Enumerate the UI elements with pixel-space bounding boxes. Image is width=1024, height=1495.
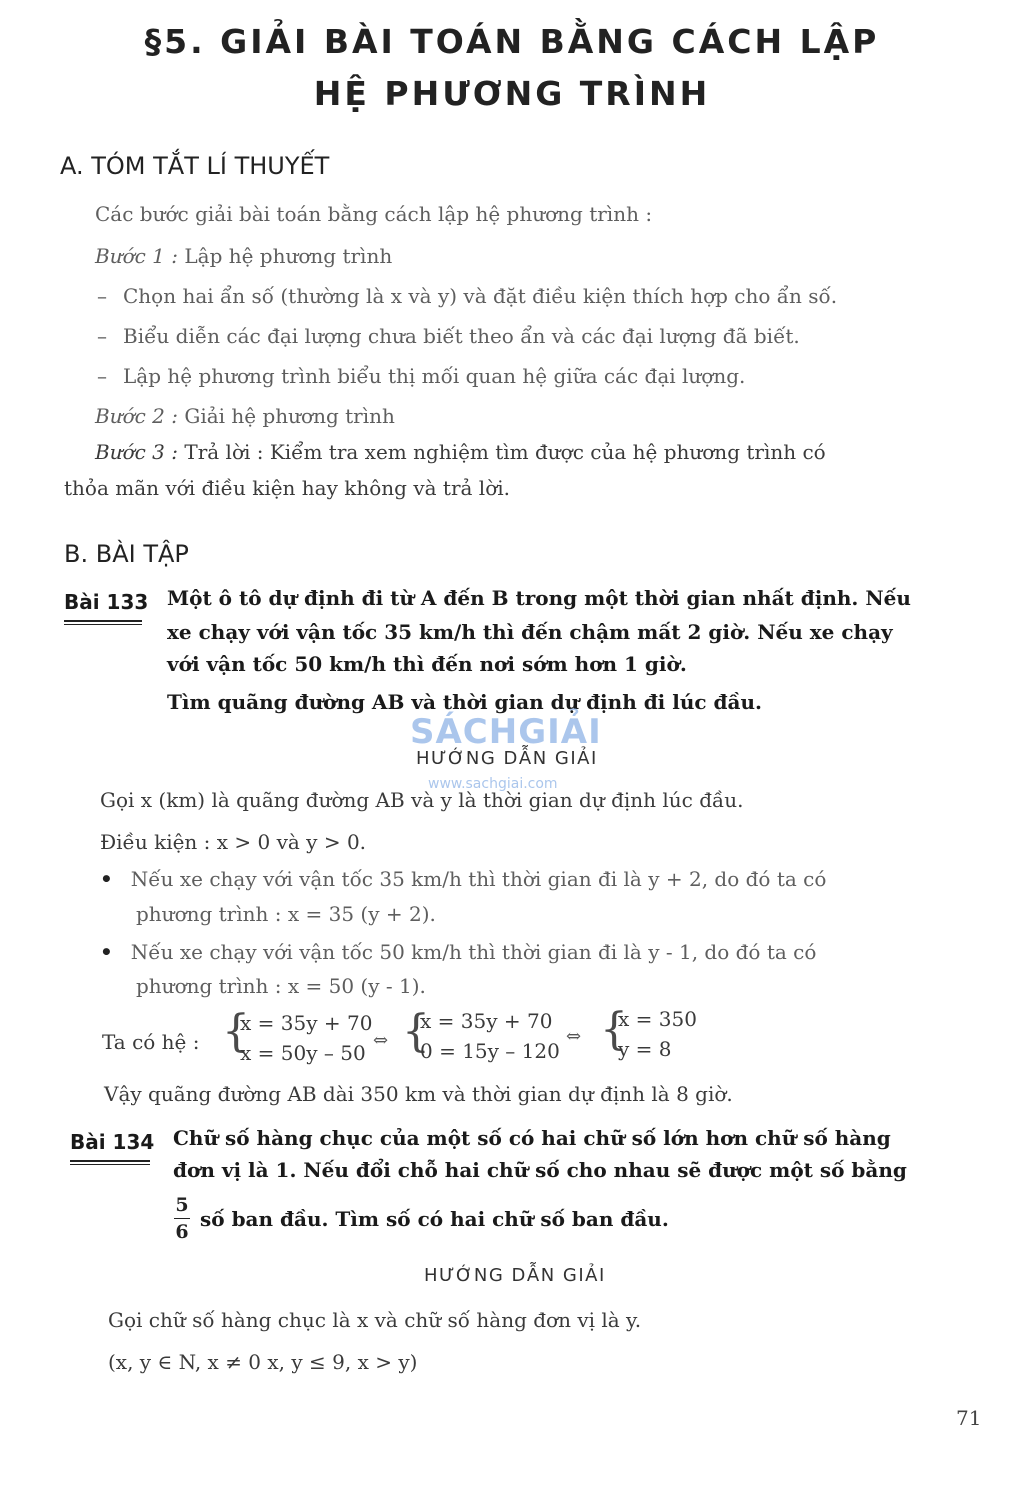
system-1-brace: { [222,1006,250,1057]
exercise-133-line: xe chạy với vận tốc 35 km/h thì đến chậm mất 2 giờ. Nếu xe chạy [167,620,893,644]
exercise-134-underline [70,1160,150,1165]
exercise-133-line: Tìm quãng đường AB và thời gian dự định đi lúc đầu. [167,690,762,714]
step-3-label: Bước 3 : [95,440,178,464]
system-2-eq-2: 0 = 15y – 120 [420,1039,560,1063]
fraction-five-sixths [170,1194,194,1243]
step-1-label: Bước 1 : [95,244,178,268]
fraction-denominator: 6 [175,1221,189,1243]
bullet-text: Nếu xe chạy với vận tốc 35 km/h thì thời gian đi là y + 2, do đó ta có [130,867,827,891]
step-1-text: Lập hệ phương trình [184,244,393,268]
exercise-134-label: Bài 134 [70,1130,155,1154]
solution-133-line-2: Điều kiện : x > 0 và y > 0. [100,830,367,854]
dash-item: – Biểu diễn các đại lượng chưa biết theo ẩn và các đại lượng đã biết. [97,324,800,348]
exercise-134-line-1: Chữ số hàng chục của một số có hai chữ số lớn hơn chữ số hàng [173,1126,891,1150]
system-3-eq-2: y = 8 [618,1037,672,1061]
page-title-line-2: HỆ PHƯƠNG TRÌNH [313,74,711,113]
solution-133-bullet-2: • Nếu xe chạy với vận tốc 50 km/h thì thời gian đi là y - 1, do đó ta có [100,940,817,964]
exercise-133-line: với vận tốc 50 km/h thì đến nơi sớm hơn 1 giờ. [167,652,687,676]
solution-133-bullet-1-cont: phương trình : x = 35 (y + 2). [136,902,436,926]
exercise-134-guide-heading: HƯỚNG DẪN GIẢI [424,1265,606,1286]
system-3-eq-1: x = 350 [618,1007,697,1031]
bullet-text: Nếu xe chạy với vận tốc 50 km/h thì thời gian đi là y - 1, do đó ta có [130,940,817,964]
solution-133-line-1: Gọi x (km) là quãng đường AB và y là thời gian dự định lúc đầu. [100,788,744,812]
system-1-eq-1: x = 35y + 70 [240,1011,373,1035]
system-label: Ta có hệ : [102,1030,200,1054]
fraction-numerator: 5 [175,1194,189,1216]
dash-item: – Lập hệ phương trình biểu thị mối quan hệ giữa các đại lượng. [97,364,746,388]
step-2-text: Giải hệ phương trình [184,404,395,428]
equivalence-arrow: ⇔ [566,1026,582,1047]
solution-134-line-1: Gọi chữ số hàng chục là x và chữ số hàng đơn vị là y. [108,1308,642,1332]
page-number: 71 [956,1406,982,1430]
system-2 [420,1006,560,1066]
step-3 [95,440,975,464]
exercise-133-line: Một ô tô dự định đi từ A đến B trong một thời gian nhất định. Nếu [167,586,911,610]
step-1 [95,244,392,268]
solution-134-line-2: (x, y ∈ N, x ≠ 0 x, y ≤ 9, x > y) [108,1350,418,1374]
solution-133-bullet-1: • Nếu xe chạy với vận tốc 35 km/h thì thời gian đi là y + 2, do đó ta có [100,867,827,891]
watermark-logo: SÁCHGIẢI [410,712,602,752]
exercise-134-line-3: số ban đầu. Tìm số có hai chữ số ban đầu. [200,1207,669,1231]
step-2-label: Bước 2 : [95,404,178,428]
equivalence-arrow: ⇔ [373,1030,389,1051]
section-a-intro: Các bước giải bài toán bằng cách lập hệ phương trình : [95,202,653,226]
step-3-continuation: thỏa mãn với điều kiện hay không và trả lời. [64,476,510,500]
system-1-eq-2: x = 50y – 50 [240,1041,366,1065]
dash-item-text: Chọn hai ẩn số (thường là x và y) và đặt điều kiện thích hợp cho ẩn số. [123,284,838,308]
fraction-bar [174,1218,190,1219]
system-1 [240,1008,372,1068]
exercise-133-guide-heading: HƯỚNG DẪN GIẢI [416,748,598,769]
exercise-133-label: Bài 133 [64,590,149,614]
solution-133-conclusion: Vậy quãng đường AB dài 350 km và thời gian dự định là 8 giờ. [104,1082,733,1106]
step-2 [95,404,395,428]
section-b-heading: B. BÀI TẬP [64,540,189,568]
step-3-text: Trả lời : Kiểm tra xem nghiệm tìm được của hệ phương trình có [184,440,826,464]
dash-item-text: Lập hệ phương trình biểu thị mối quan hệ giữa các đại lượng. [123,364,746,388]
system-3 [618,1004,697,1064]
exercise-133-underline [64,620,142,625]
page-title-line-1: §5. GIẢI BÀI TOÁN BẰNG CÁCH LẬP [144,22,880,61]
system-2-eq-1: x = 35y + 70 [420,1009,553,1033]
exercise-134-line-2: đơn vị là 1. Nếu đổi chỗ hai chữ số cho nhau sẽ được một số bằng [173,1158,907,1182]
dash-item-text: Biểu diễn các đại lượng chưa biết theo ẩn và các đại lượng đã biết. [123,324,800,348]
system-3-brace: { [600,1004,628,1055]
solution-133-bullet-2-cont: phương trình : x = 50 (y - 1). [136,974,426,998]
system-2-brace: { [402,1006,430,1057]
dash-item: – Chọn hai ẩn số (thường là x và y) và đặt điều kiện thích hợp cho ẩn số. [97,284,838,308]
watermark-url: www.sachgiai.com [428,776,558,792]
section-a-heading: A. TÓM TẮT LÍ THUYẾT [60,152,330,180]
